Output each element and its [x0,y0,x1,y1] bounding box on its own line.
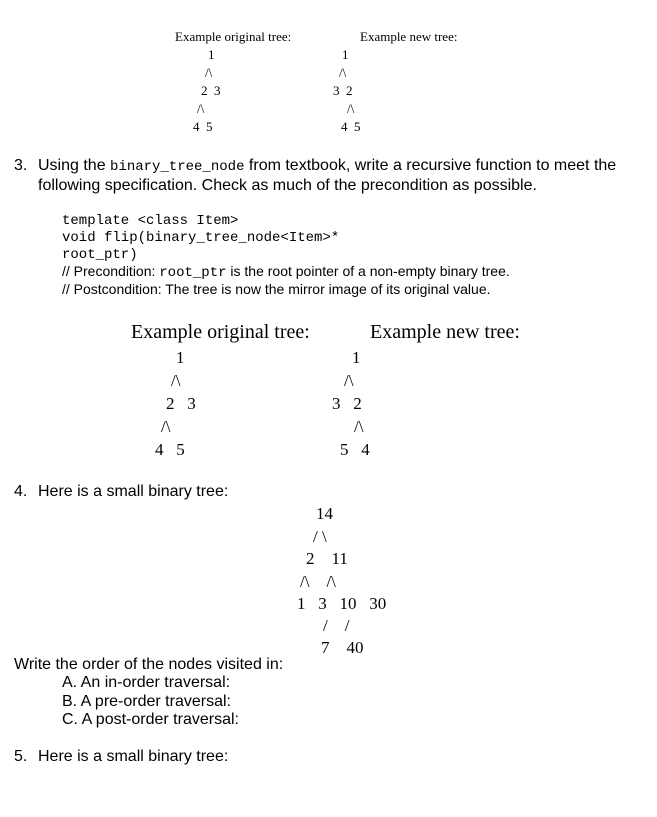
q3-code-name: binary_tree_node [110,159,245,175]
top-original-line: 1 [208,47,215,62]
top-original-line: /\ [197,101,205,116]
q3-new-line: /\ [344,371,354,390]
q4-prompt: Write the order of the nodes visited in: [14,656,284,673]
q3-postcondition: // Postcondition: The tree is now the mirror image of its original value. [62,281,491,297]
q4-text: Here is a small binary tree: [38,483,229,500]
top-original-line: 4 5 [193,119,213,134]
q3-code-line: root_ptr) [62,247,138,263]
q3-original-line: 4 5 [155,440,185,459]
q3-precondition-label: // Precondition: [62,263,160,279]
q4-tree-line: /\ /\ [300,572,336,591]
top-new-line: 4 5 [341,119,361,134]
q3-new-line: /\ [354,417,364,436]
q4-number: 4. [14,483,28,500]
q3-line-1-start: Using the [38,157,111,174]
q3-original-line: 2 3 [166,394,196,413]
top-new-line: /\ [347,101,355,116]
q3-new-heading: Example new tree: [370,321,520,343]
top-new-line: 3 2 [333,83,353,98]
q3-code-line: template <class Item> [62,213,239,229]
top-new-heading: Example new tree: [360,29,458,44]
top-new-line: 1 [342,47,349,62]
q3-number: 3. [14,157,28,174]
q3-original-line: /\ [171,371,181,390]
q3-line-1-rest: from textbook, write a recursive function to meet the [244,157,617,174]
q3-line-1 [38,157,616,175]
q3-new-line: 5 4 [340,440,370,459]
q5-number: 5. [14,748,28,765]
q4-option: C. A post-order traversal: [62,711,239,728]
q4-tree-line: 2 11 [306,549,348,568]
q3-precondition [62,263,510,281]
q4-tree-line: 1 3 10 30 [297,594,387,613]
q3-precondition-code: root_ptr [159,265,227,281]
q3-original-heading: Example original tree: [131,321,310,343]
q3-new-line: 3 2 [332,394,362,413]
top-new-line: /\ [339,65,347,80]
q4-tree-line: 14 [316,504,333,523]
q4-option: A. An in-order traversal: [62,674,231,691]
q4-tree-line: / / [323,616,350,635]
q3-original-line: 1 [176,348,185,367]
q5-text: Here is a small binary tree: [38,748,229,765]
q3-code-line: void flip(binary_tree_node<Item>* [62,230,340,246]
top-original-line: /\ [205,65,213,80]
q4-tree-line: / \ [313,527,327,546]
top-original-heading: Example original tree: [175,29,292,44]
q3-original-line: /\ [161,417,171,436]
top-original-line: 2 3 [201,83,221,98]
q3-line-2: following specification. Check as much of the precondition as possible. [38,177,537,194]
q3-new-line: 1 [352,348,361,367]
q3-precondition-rest: is the root pointer of a non-empty binary tree. [226,263,510,279]
q4-option: B. A pre-order traversal: [62,693,231,710]
q4-tree-line: 7 40 [321,638,364,657]
